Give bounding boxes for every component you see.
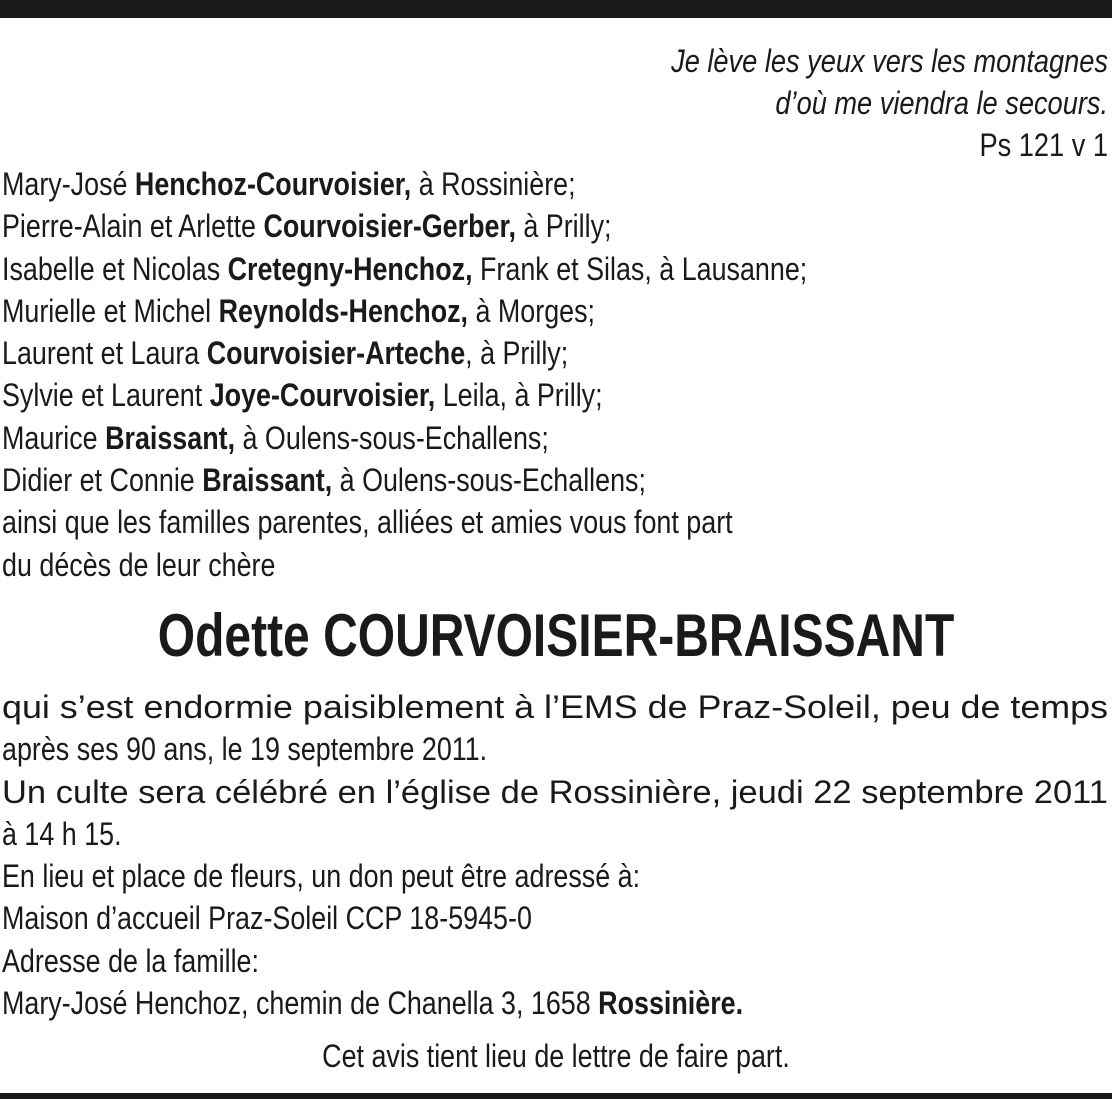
details-line-3: Un culte sera célébré en l’église de Rossinière, jeudi 22 septembre 2011 <box>2 773 1108 810</box>
intro-line-1: ainsi que les familles parentes, alliées et amies vous font part <box>2 504 733 541</box>
family-first-names: Isabelle et Nicolas <box>2 250 228 287</box>
family-surname: Courvoisier-Arteche <box>206 335 466 372</box>
notice-details <box>2 686 1108 1024</box>
family-surname: Henchoz-Courvoisier, <box>134 166 412 202</box>
family-first-names: Sylvie et Laurent <box>2 377 210 414</box>
notice-footer: Cet avis tient lieu de lettre de faire part. <box>322 1038 790 1074</box>
details-line-8 <box>2 982 931 1024</box>
family-surname: Braissant, <box>202 462 333 499</box>
family-first-names: Mary-José <box>2 166 135 202</box>
details-line-4: à 14 h 15. <box>2 815 122 852</box>
top-rule <box>0 0 1112 18</box>
details-line-5: En lieu et place de fleurs, un don peut être adressé à: <box>2 858 641 895</box>
family-location: à Oulens-sous-Echallens; <box>332 462 646 499</box>
details-line-1: qui s’est endormie paisiblement à l’EMS de Praz-Soleil, peu de temps <box>2 689 1108 725</box>
details-line-2: après ses 90 ans, le 19 septembre 2011. <box>2 731 488 768</box>
family-surname: Reynolds-Henchoz, <box>218 292 469 329</box>
deceased-name: Odette COURVOISIER-BRAISSANT <box>157 602 955 669</box>
family-line <box>2 459 807 501</box>
family-first-names: Pierre-Alain et Arlette <box>2 208 264 245</box>
family-first-names: Maurice <box>2 419 106 456</box>
family-surname: Cretegny-Henchoz, <box>227 250 473 287</box>
family-location: Leila, à Prilly; <box>435 377 603 414</box>
details-line-7: Adresse de la famille: <box>2 942 259 979</box>
verse-line-1: Je lève les yeux vers les montagnes <box>671 43 1108 79</box>
family-address: Mary-José Henchoz, chemin de Chanella 3, 1658 <box>2 985 599 1022</box>
family-line <box>2 163 807 205</box>
psalm-verse <box>671 40 1108 166</box>
family-location: à Morges; <box>468 292 596 329</box>
family-location: à Oulens-sous-Echallens; <box>235 419 549 456</box>
family-location: à Prilly; <box>515 208 612 245</box>
verse-line-2: d’où me viendra le secours. <box>775 85 1108 121</box>
family-line <box>2 290 807 332</box>
family-line <box>2 374 807 416</box>
family-line <box>2 417 807 459</box>
intro-line-2: du décès de leur chère <box>2 546 276 583</box>
family-line <box>2 332 807 374</box>
family-surname: Courvoisier-Gerber, <box>263 208 516 245</box>
family-line <box>2 205 807 247</box>
family-list <box>2 163 807 586</box>
verse-reference: Ps 121 v 1 <box>979 127 1108 163</box>
family-location: , à Prilly; <box>465 335 569 372</box>
details-line-6: Maison d’accueil Praz-Soleil CCP 18-5945-0 <box>2 900 532 937</box>
bottom-rule <box>0 1093 1112 1099</box>
family-first-names: Laurent et Laura <box>2 335 207 372</box>
family-line <box>2 248 807 290</box>
family-location: Frank et Silas, à Lausanne; <box>472 250 808 287</box>
family-surname: Joye-Courvoisier, <box>209 377 436 414</box>
family-surname: Braissant, <box>105 419 236 456</box>
family-town: Rossinière. <box>598 985 744 1022</box>
family-first-names: Murielle et Michel <box>2 292 219 329</box>
family-first-names: Didier et Connie <box>2 462 203 499</box>
family-location: à Rossinière; <box>411 166 576 202</box>
